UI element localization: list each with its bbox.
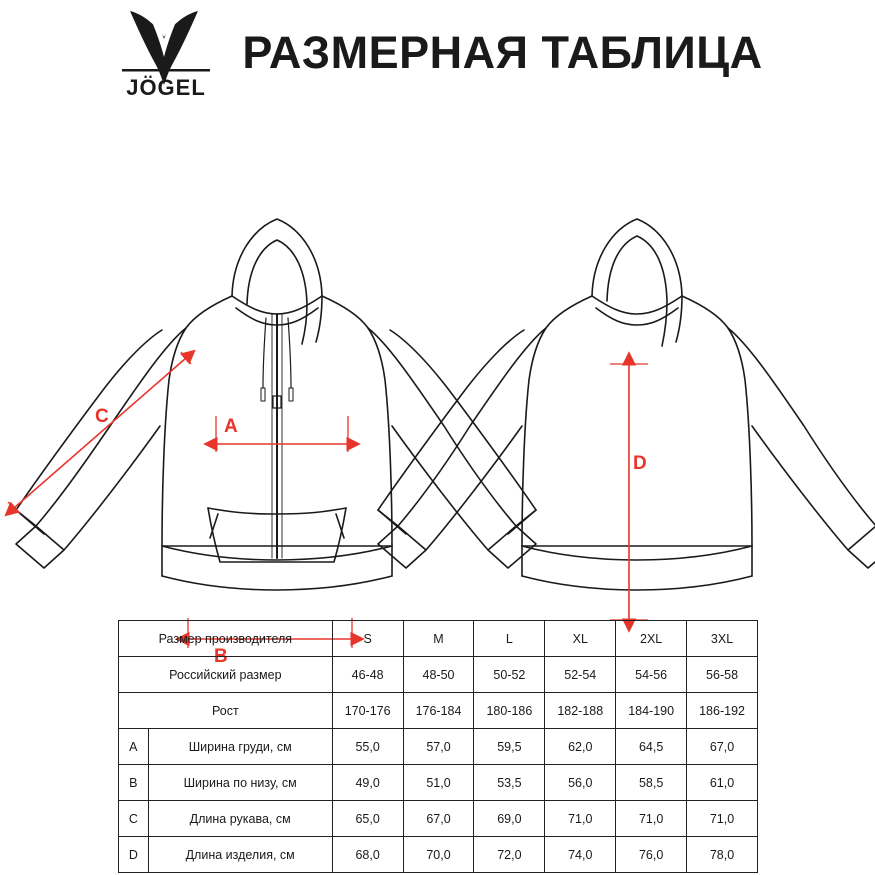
cell: 56-58 xyxy=(687,657,758,693)
cell: 182-188 xyxy=(545,693,616,729)
table-row xyxy=(119,729,758,765)
cell: 48-50 xyxy=(403,657,474,693)
cell: 67,0 xyxy=(687,729,758,765)
cell: 67,0 xyxy=(403,801,474,837)
cell: 51,0 xyxy=(403,765,474,801)
cell: M xyxy=(403,621,474,657)
diagram-label-a: A xyxy=(224,416,238,437)
cell: XL xyxy=(545,621,616,657)
cell: 71,0 xyxy=(616,801,687,837)
page-header xyxy=(0,0,875,100)
row-name-bottom-width: Ширина по низу, см xyxy=(148,765,332,801)
cell: 57,0 xyxy=(403,729,474,765)
cell: 71,0 xyxy=(545,801,616,837)
row-label-a: A xyxy=(119,729,149,765)
row-header-manufacturer-size: Размер производителя xyxy=(119,621,333,657)
cell: 54-56 xyxy=(616,657,687,693)
cell: 170-176 xyxy=(332,693,403,729)
cell: 186-192 xyxy=(687,693,758,729)
size-table xyxy=(118,620,758,873)
cell: 184-190 xyxy=(616,693,687,729)
row-name-sleeve-length: Длина рукава, см xyxy=(148,801,332,837)
cell: 3XL xyxy=(687,621,758,657)
row-name-product-length: Длина изделия, см xyxy=(148,837,332,873)
cell: 62,0 xyxy=(545,729,616,765)
cell: 53,5 xyxy=(474,765,545,801)
cell: 69,0 xyxy=(474,801,545,837)
row-header-height: Рост xyxy=(119,693,333,729)
cell: 56,0 xyxy=(545,765,616,801)
cell: 76,0 xyxy=(616,837,687,873)
size-table-wrapper xyxy=(118,620,758,873)
jogel-logo xyxy=(112,7,220,99)
row-label-d: D xyxy=(119,837,149,873)
table-row xyxy=(119,837,758,873)
cell: 65,0 xyxy=(332,801,403,837)
table-row xyxy=(119,765,758,801)
table-row xyxy=(119,621,758,657)
row-label-c: C xyxy=(119,801,149,837)
diagram-label-d: D xyxy=(633,453,647,474)
cell: 46-48 xyxy=(332,657,403,693)
cell: 72,0 xyxy=(474,837,545,873)
cell: S xyxy=(332,621,403,657)
cell: 49,0 xyxy=(332,765,403,801)
cell: 58,5 xyxy=(616,765,687,801)
row-label-b: B xyxy=(119,765,149,801)
cell: 68,0 xyxy=(332,837,403,873)
cell: 71,0 xyxy=(687,801,758,837)
diagram-label-c: C xyxy=(95,406,109,427)
cell: 59,5 xyxy=(474,729,545,765)
cell: 78,0 xyxy=(687,837,758,873)
row-name-chest-width: Ширина груди, см xyxy=(148,729,332,765)
cell: 52-54 xyxy=(545,657,616,693)
cell: 61,0 xyxy=(687,765,758,801)
row-header-russian-size: Российский размер xyxy=(119,657,333,693)
cell: 50-52 xyxy=(474,657,545,693)
svg-text:JÖGEL: JÖGEL xyxy=(126,75,207,100)
table-row xyxy=(119,693,758,729)
table-row xyxy=(119,801,758,837)
table-row xyxy=(119,657,758,693)
cell: 64,5 xyxy=(616,729,687,765)
cell: 176-184 xyxy=(403,693,474,729)
cell: L xyxy=(474,621,545,657)
cell: 74,0 xyxy=(545,837,616,873)
diagram-label-b: B xyxy=(214,646,228,667)
cell: 55,0 xyxy=(332,729,403,765)
cell: 2XL xyxy=(616,621,687,657)
page-title: РАЗМЕРНАЯ ТАБЛИЦА xyxy=(242,27,763,78)
cell: 180-186 xyxy=(474,693,545,729)
cell: 70,0 xyxy=(403,837,474,873)
